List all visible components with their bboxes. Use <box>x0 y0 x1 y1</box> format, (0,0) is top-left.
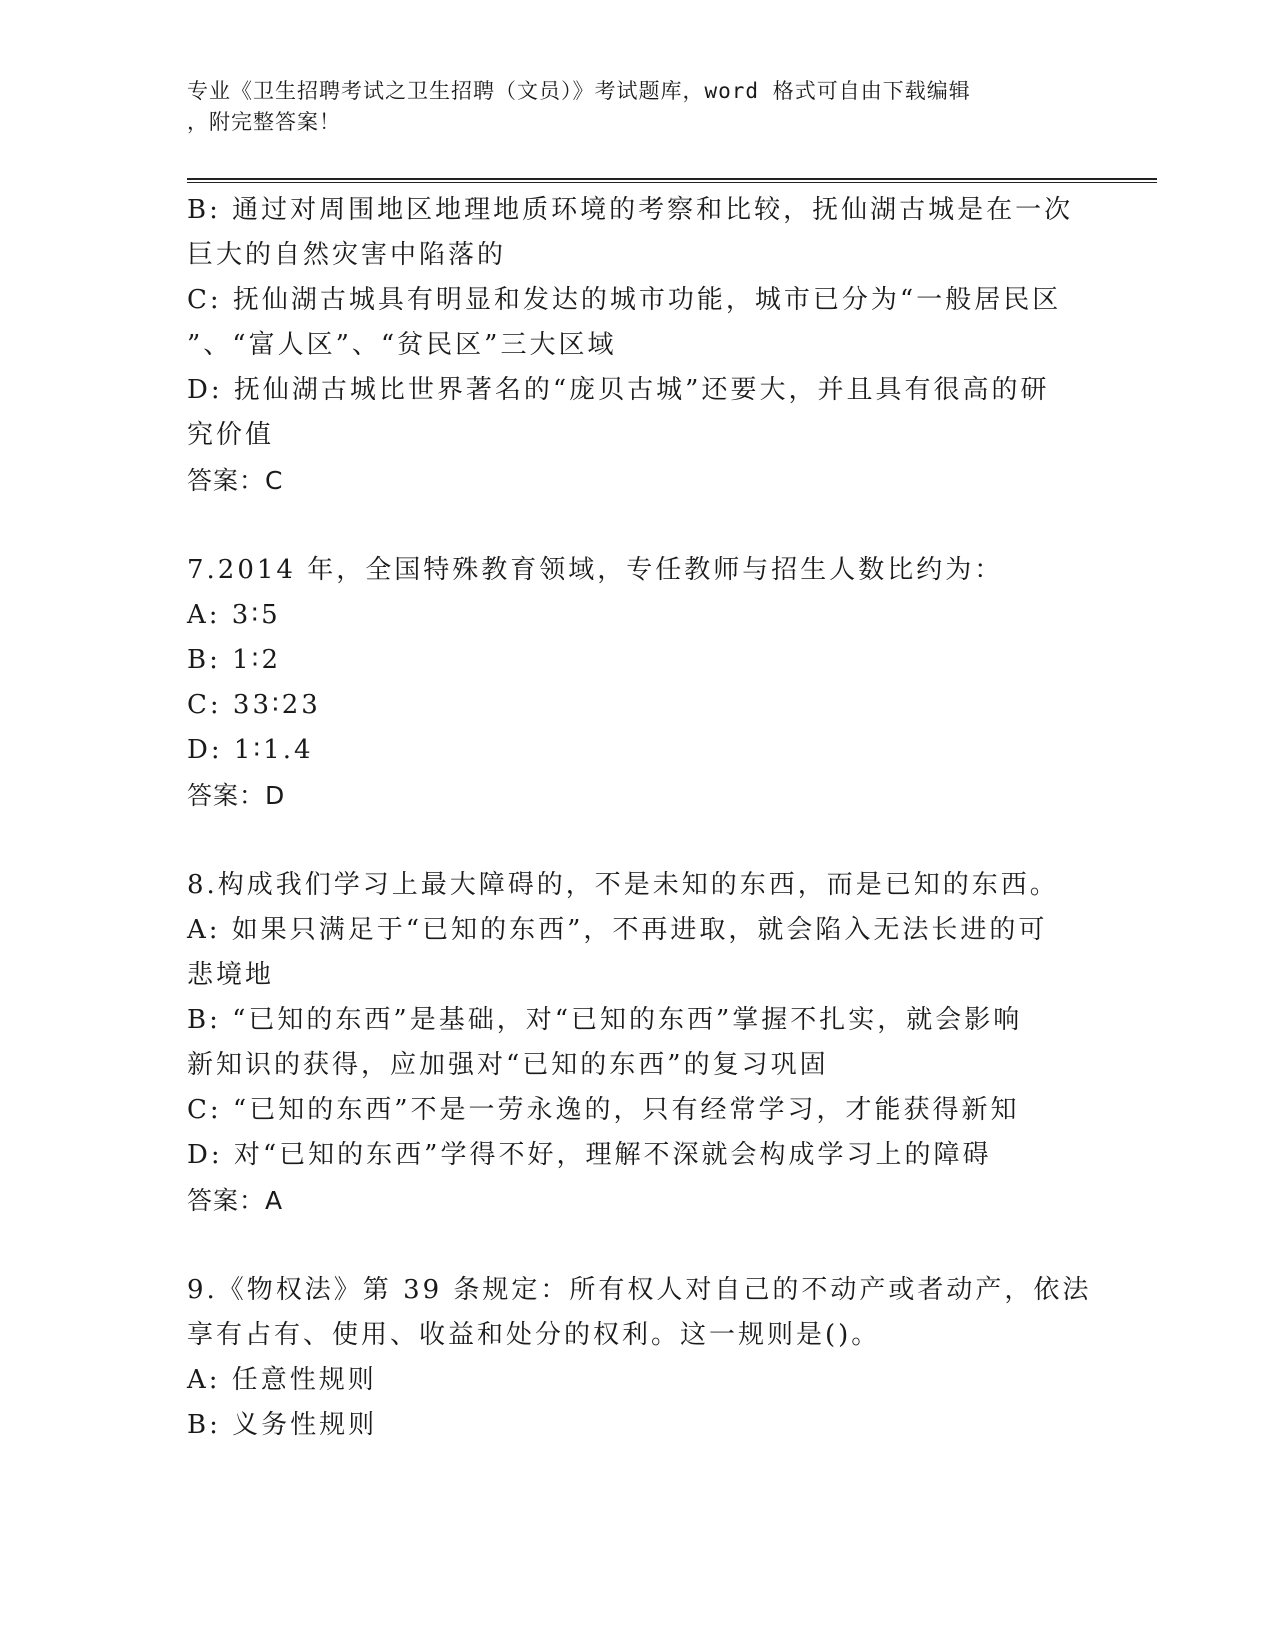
option-d-line-1: D: 抚仙湖古城比世界著名的“庞贝古城”还要大，并且具有很高的研 <box>187 375 1050 405</box>
option-b: B: 义务性规则 <box>187 1410 378 1440</box>
question-text: 8.构成我们学习上最大障碍的，不是未知的东西，而是已知的东西。 <box>187 870 1059 900</box>
option-a-line-2: 悲境地 <box>187 960 275 990</box>
question-7 <box>187 548 1077 818</box>
question-text-line-2: 享有占有、使用、收益和处分的权利。这一规则是()。 <box>187 1320 881 1350</box>
option-c-line-1: C: 抚仙湖古城具有明显和发达的城市功能，城市已分为“一般居民区 <box>187 285 1062 315</box>
answer-label: 答案：D <box>187 781 286 810</box>
option-a: A: 3∶5 <box>187 600 281 630</box>
option-d: D: 对“已知的东西”学得不好，理解不深就会构成学习上的障碍 <box>187 1140 992 1170</box>
option-c-line-2: ”、“富人区”、“贫民区”三大区域 <box>187 330 617 360</box>
answer-label: 答案：A <box>187 1186 284 1215</box>
question-8 <box>187 863 1077 1223</box>
option-d-line-2: 究价值 <box>187 420 275 450</box>
option-b-line-1: B: “已知的东西”是基础，对“已知的东西”掌握不扎实，就会影响 <box>187 1005 1023 1035</box>
question-9 <box>187 1268 1092 1448</box>
option-a: A: 任意性规则 <box>187 1365 377 1395</box>
question-spacer <box>187 503 1077 548</box>
question-spacer <box>187 1223 1077 1268</box>
option-b: B: 1∶2 <box>187 645 281 675</box>
answer-label: 答案：C <box>187 466 284 495</box>
option-d: D: 1∶1.4 <box>187 735 314 765</box>
option-c: C: 33∶23 <box>187 690 321 720</box>
option-b-line-2: 新知识的获得，应加强对“已知的东西”的复习巩固 <box>187 1050 829 1080</box>
question-list <box>187 188 1092 1448</box>
option-b-line-2: 巨大的自然灾害中陷落的 <box>187 240 507 270</box>
header-line-1: 专业《卫生招聘考试之卫生招聘（文员）》考试题库，word 格式可自由下载编辑 <box>187 79 971 103</box>
question-text-line-1: 9.《物权法》第 39 条规定：所有权人对自己的不动产或者动产，依法 <box>187 1275 1092 1305</box>
question-spacer <box>187 818 1077 863</box>
document-header <box>187 76 1067 138</box>
question-6-continued <box>187 188 1077 503</box>
option-b-line-1: B: 通过对周围地区地理地质环境的考察和比较，抚仙湖古城是在一次 <box>187 195 1074 225</box>
question-text: 7.2014 年，全国特殊教育领域，专任教师与招生人数比约为： <box>187 555 1004 585</box>
option-c: C: “已知的东西”不是一劳永逸的，只有经常学习，才能获得新知 <box>187 1095 1020 1125</box>
header-divider <box>187 178 1157 183</box>
header-line-2: ，附完整答案！ <box>187 110 341 134</box>
option-a-line-1: A: 如果只满足于“已知的东西”，不再进取，就会陷入无法长进的可 <box>187 915 1048 945</box>
